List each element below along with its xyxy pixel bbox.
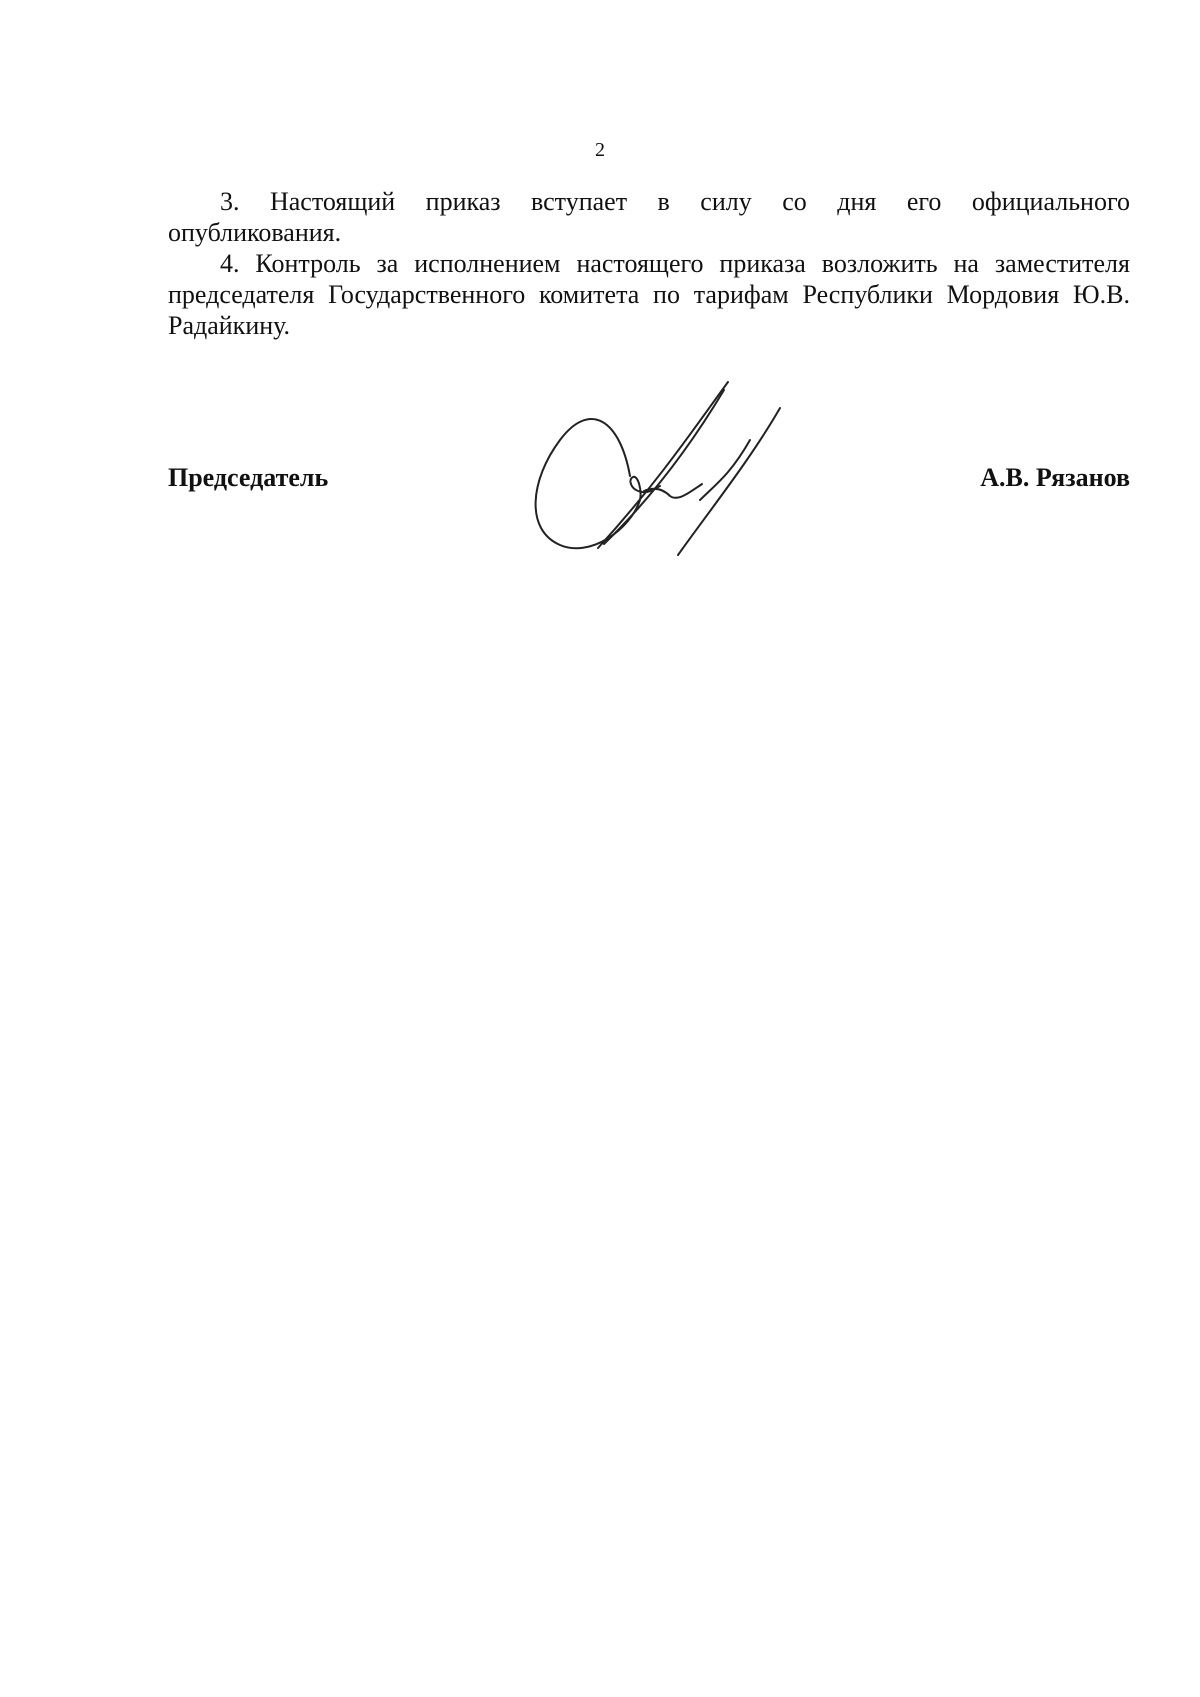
paragraph-3-continuation: опубликования. bbox=[168, 218, 342, 247]
signatory-title: Председатель bbox=[168, 463, 329, 492]
paragraph-3-line: 3. Настоящий приказ вступает в силу со дня его официального bbox=[220, 187, 1130, 216]
signatory-name: А.В. Рязанов bbox=[980, 463, 1130, 492]
page-number: 2 bbox=[595, 139, 605, 161]
document-body bbox=[168, 186, 1130, 341]
paragraph-4: 4. Контроль за исполнением настоящего приказа возложить на заместителя председателя Государственного комитета по тарифам Республики Мордовия Ю.В. Радайкину. bbox=[168, 249, 1130, 340]
signature-row bbox=[168, 463, 1130, 503]
